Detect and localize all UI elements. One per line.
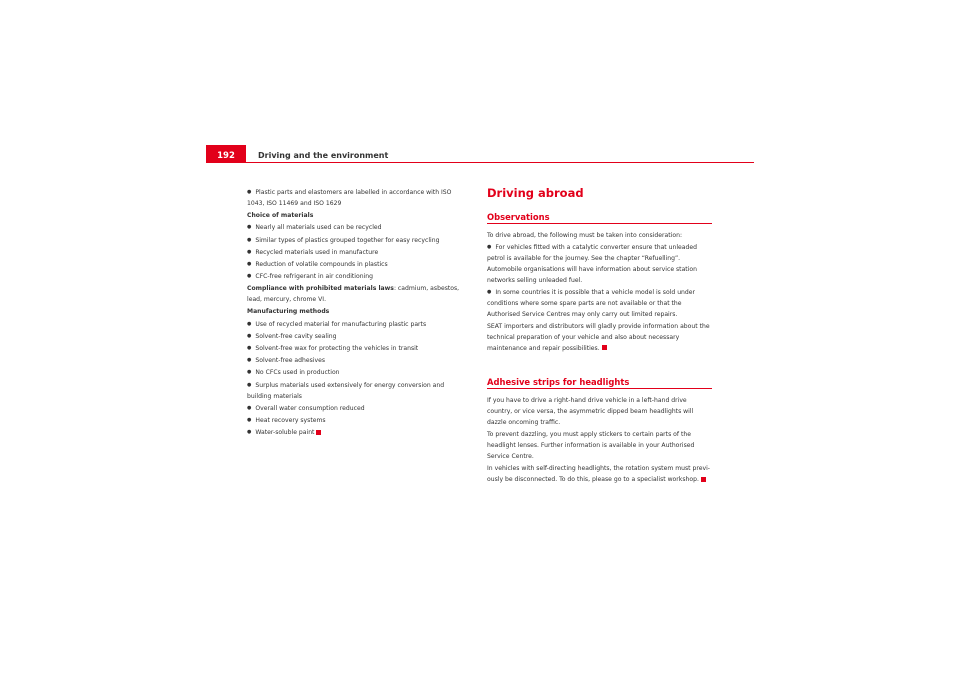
running-header: Driving and the environment <box>258 151 389 160</box>
section-end-icon <box>316 430 321 435</box>
left-column <box>247 188 469 440</box>
page-number: 192 <box>206 145 246 163</box>
list-item-text: Water-soluble paint <box>255 429 315 437</box>
adhesive-paragraph-text: In vehicles with self-directing headlights, the rotation system must previously be disconnected. To do this, please go to a specialist workshop. <box>487 465 710 484</box>
adhesive-paragraph: To prevent dazzling, you must apply stickers to certain parts of the headlight lenses. Further information is available in your Authorised Service Centre. <box>487 431 695 460</box>
list-item: ● Nearly all materials used can be recycled <box>247 223 469 234</box>
list-item: ● Use of recycled material for manufacturing plastic parts <box>247 320 469 331</box>
list-item: ● Solvent-free wax for protecting the vehicles in transit <box>247 344 469 355</box>
list-item: ● Surplus materials used extensively for energy conversion and building materials <box>247 381 469 403</box>
header-rule <box>206 162 754 163</box>
compliance-paragraph <box>247 284 469 306</box>
list-item: ● Solvent-free adhesives <box>247 356 469 367</box>
adhesive-heading: Adhesive strips for headlights <box>487 377 712 389</box>
list-item: ● Reduction of volatile compounds in plastics <box>247 260 469 271</box>
list-item: ● Similar types of plastics grouped together for easy recycling <box>247 236 469 247</box>
choice-heading: Choice of materials <box>247 212 314 220</box>
observations-intro: To drive abroad, the following must be taken into consideration: <box>487 232 682 239</box>
manufacturing-heading: Manufacturing methods <box>247 308 330 316</box>
compliance-text: : cadmium, asbestos, lead, mercury, chrome VI. <box>247 285 460 304</box>
compliance-heading: Compliance with prohibited materials laws <box>247 285 394 293</box>
list-item: ● Heat recovery systems <box>247 416 469 427</box>
chapter-heading: Driving abroad <box>487 186 584 200</box>
list-item-last <box>247 428 469 439</box>
intro-bullet: ● Plastic parts and elastomers are labelled in accordance with ISO 1043, ISO 11469 and ISO 1629 <box>247 188 469 210</box>
observations-bullet: ● In some countries it is possible that a vehicle model is sold under conditions where some spare parts are not available or that the Authorised Service Centres may only carry out limited repairs. <box>487 288 712 321</box>
observations-closing-text: SEAT importers and distributors will gladly provide information about the technical preparation of your vehicle and also about necessary maintenance and repair possibilities. <box>487 323 710 352</box>
adhesive-paragraph: If you have to drive a right-hand drive vehicle in a left-hand drive country, or vice versa, the asymmetric dipped beam headlights will dazzle oncoming traffic. <box>487 397 694 426</box>
list-item: ● No CFCs used in production <box>247 368 469 379</box>
list-item: ● Solvent-free cavity sealing <box>247 332 469 343</box>
adhesive-paragraph-last <box>487 464 712 486</box>
section-end-icon <box>602 345 607 350</box>
section-spacer <box>487 356 712 377</box>
right-column <box>487 186 712 487</box>
section-end-icon <box>701 477 706 482</box>
observations-bullet: ● For vehicles fitted with a catalytic converter ensure that unleaded petrol is available for the journey. See the chapter “Refuelling”. Automobile organisations will have information about service station networks selling unleaded fuel. <box>487 243 712 287</box>
list-item: ● CFC-free refrigerant in air conditioning <box>247 272 469 283</box>
list-item: ● Recycled materials used in manufacture <box>247 248 469 259</box>
observations-closing <box>487 322 712 355</box>
observations-heading: Observations <box>487 212 712 224</box>
list-item: ● Overall water consumption reduced <box>247 404 469 415</box>
